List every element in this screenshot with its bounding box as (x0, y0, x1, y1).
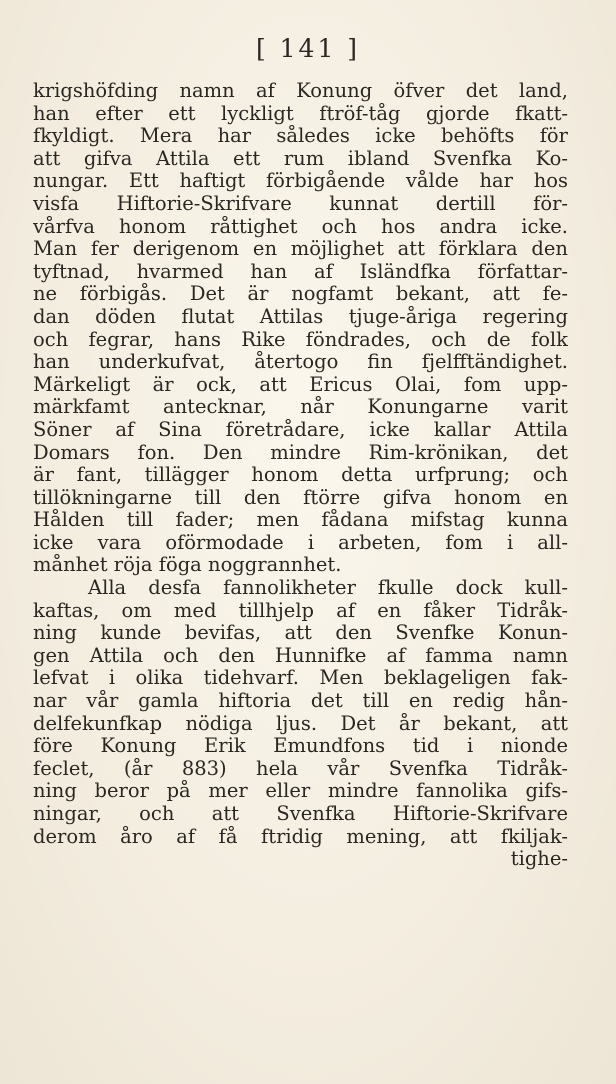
text-line: gen Attila och den Hunnifke af famma namn (33, 644, 568, 667)
page-number: [ 141 ] (255, 34, 361, 63)
text-line: att gifva Attila ett rum ibland Svenfka Ko- (33, 147, 568, 170)
text-line: ningar, och att Svenfka Hiftorie-Skrifvare (33, 803, 568, 825)
text-line: är fant, tillägger honom detta urfprung; och (33, 464, 568, 487)
text-line: Söner af Sina företrådare, icke kallar Attila (33, 418, 568, 441)
text-line: nar vår gamla hiftoria det till en redig hån- (33, 690, 568, 713)
text-line: delfekunfkap nödiga ljus. Det år bekant, att (33, 712, 568, 735)
text-line: han efter ett lyckligt ftröf-tåg gjorde fkatt- (33, 102, 568, 125)
text-line: derom åro af få ftridig mening, att fkiljak- (33, 825, 568, 848)
text-line: icke vara oförmodade i arbeten, fom i all- (33, 531, 568, 554)
text-line: Domars fon. Den mindre Rim-krönikan, det (33, 441, 568, 464)
text-line: dan döden flutat Attilas tjuge-åriga regering (33, 305, 568, 328)
paragraph-2 (33, 577, 568, 871)
text-line: tillökningarne till den ftörre gifva honom en (33, 486, 568, 509)
text-line: Hålden till fader; men fådana mifstag kunna (33, 509, 568, 532)
text-line: ne förbigås. Det är nogfamt bekant, att fe- (33, 283, 568, 306)
text-line: före Konung Erik Emundfons tid i nionde (33, 735, 568, 758)
text-line: tighe- (510, 848, 568, 871)
text-line: tyftnad, hvarmed han af Isländfka författar- (33, 260, 568, 283)
text-line: kaftas, om med tillhjelp af en fåker Tidråk- (33, 599, 568, 622)
text-line: krigshöfding namn af Konung öfver det land, (33, 80, 568, 102)
text-line: ning kunde bevifas, att den Svenfke Konun- (33, 622, 568, 645)
text-line: månhet röja föga noggrannhet. (33, 554, 342, 577)
text-line: märkfamt antecknar, når Konungarne varit (33, 396, 568, 419)
text-line: Man fer derigenom en möjlighet att förklara den (33, 238, 568, 261)
text-line: feclet, (år 883) hela vår Svenfka Tidråk- (33, 757, 568, 780)
text-line: lefvat i olika tidehvarf. Men beklageligen fak- (33, 667, 568, 690)
text-line: visfa Hiftorie-Skrifvare kunnat dertill för- (33, 192, 568, 215)
text-line: fkyldigt. Mera har således icke behöfts för (33, 125, 568, 148)
paragraph-1 (33, 80, 568, 577)
text-line: och fegrar, hans Rike föndrades, och de folk (33, 328, 568, 351)
text-line: vårfva honom råttighet och hos andra icke. (33, 215, 568, 238)
text-line: Alla desfa fannolikheter fkulle dock kull- (88, 577, 568, 600)
text-line: han underkufvat, återtogo fin fjelfftändighet. (33, 351, 568, 374)
text-line: nungar. Ett haftigt förbigående vålde har hos (33, 170, 568, 193)
body-text (33, 80, 568, 871)
text-line: Märkeligt är ock, att Ericus Olai, fom upp- (33, 373, 568, 396)
text-line: ning beror på mer eller mindre fannolika gifs- (33, 780, 568, 803)
